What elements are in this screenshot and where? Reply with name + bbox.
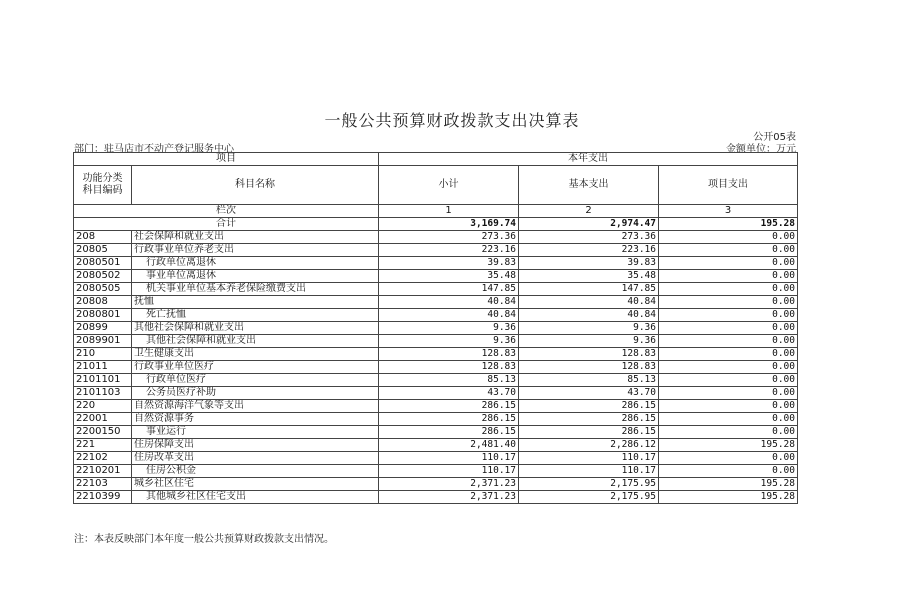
row-name: 机关事业单位基本养老保险缴费支出	[132, 283, 379, 296]
row-name: 事业运行	[132, 426, 379, 439]
row-project: 0.00	[659, 387, 798, 400]
row-subtotal: 9.36	[379, 322, 519, 335]
row-subtotal: 147.85	[379, 283, 519, 296]
row-subtotal: 286.15	[379, 413, 519, 426]
row-subtotal: 110.17	[379, 465, 519, 478]
row-basic: 147.85	[519, 283, 659, 296]
row-subtotal: 110.17	[379, 452, 519, 465]
header-row-top	[74, 153, 798, 166]
table-row	[74, 426, 798, 439]
total-row	[74, 218, 798, 231]
row-name: 行政单位离退休	[132, 257, 379, 270]
row-basic: 110.17	[519, 465, 659, 478]
row-subtotal: 2,481.40	[379, 439, 519, 452]
row-basic: 40.84	[519, 296, 659, 309]
row-code: 2101101	[74, 374, 132, 387]
row-project: 0.00	[659, 374, 798, 387]
row-basic: 40.84	[519, 309, 659, 322]
table-row	[74, 283, 798, 296]
row-code: 2101103	[74, 387, 132, 400]
table-row	[74, 491, 798, 504]
row-subtotal: 39.83	[379, 257, 519, 270]
row-name: 死亡抚恤	[132, 309, 379, 322]
row-project: 0.00	[659, 426, 798, 439]
row-project: 0.00	[659, 309, 798, 322]
row-name: 公务员医疗补助	[132, 387, 379, 400]
row-subtotal: 85.13	[379, 374, 519, 387]
row-subtotal: 40.84	[379, 296, 519, 309]
row-name: 其他城乡社区住宅支出	[132, 491, 379, 504]
row-basic: 110.17	[519, 452, 659, 465]
department-label: 部门：驻马店市不动产登记服务中心	[74, 144, 234, 155]
row-name: 行政单位医疗	[132, 374, 379, 387]
table-row	[74, 452, 798, 465]
row-name: 卫生健康支出	[132, 348, 379, 361]
column-number-row	[74, 205, 798, 218]
row-subtotal: 286.15	[379, 400, 519, 413]
table-row	[74, 439, 798, 452]
row-basic: 286.15	[519, 400, 659, 413]
row-basic: 9.36	[519, 322, 659, 335]
row-basic: 2,175.95	[519, 491, 659, 504]
table-row	[74, 465, 798, 478]
row-project: 0.00	[659, 231, 798, 244]
table-row	[74, 244, 798, 257]
row-code: 2210399	[74, 491, 132, 504]
row-code: 208	[74, 231, 132, 244]
row-project: 0.00	[659, 413, 798, 426]
header-current-year: 本年支出	[379, 153, 798, 166]
row-subtotal: 2,371.23	[379, 478, 519, 491]
table-row	[74, 231, 798, 244]
row-subtotal: 286.15	[379, 426, 519, 439]
table-row	[74, 270, 798, 283]
row-name: 事业单位离退休	[132, 270, 379, 283]
row-basic: 35.48	[519, 270, 659, 283]
row-code: 2210201	[74, 465, 132, 478]
row-name: 行政事业单位医疗	[132, 361, 379, 374]
row-project: 0.00	[659, 465, 798, 478]
table-row	[74, 322, 798, 335]
row-code: 2200150	[74, 426, 132, 439]
row-subtotal: 40.84	[379, 309, 519, 322]
table-row	[74, 413, 798, 426]
table-row	[74, 374, 798, 387]
column-label: 栏次	[74, 205, 379, 218]
column-number-3: 3	[659, 205, 798, 218]
row-basic: 85.13	[519, 374, 659, 387]
header-project-exp: 项目支出	[659, 166, 798, 205]
row-subtotal: 2,371.23	[379, 491, 519, 504]
row-project: 0.00	[659, 400, 798, 413]
row-code: 2080501	[74, 257, 132, 270]
row-subtotal: 35.48	[379, 270, 519, 283]
table-row	[74, 387, 798, 400]
row-code: 22001	[74, 413, 132, 426]
total-basic: 2,974.47	[519, 218, 659, 231]
header-func-code: 功能分类 科目编码	[74, 166, 132, 205]
row-code: 2089901	[74, 335, 132, 348]
row-project: 0.00	[659, 335, 798, 348]
row-basic: 273.36	[519, 231, 659, 244]
header-row-columns	[74, 166, 798, 205]
row-project: 195.28	[659, 491, 798, 504]
row-basic: 128.83	[519, 361, 659, 374]
table-row	[74, 296, 798, 309]
row-project: 0.00	[659, 361, 798, 374]
row-name: 自然资源事务	[132, 413, 379, 426]
row-code: 21011	[74, 361, 132, 374]
table-row	[74, 400, 798, 413]
header-project: 项目	[74, 153, 379, 166]
row-project: 0.00	[659, 283, 798, 296]
table-row	[74, 478, 798, 491]
row-project: 0.00	[659, 296, 798, 309]
row-subtotal: 128.83	[379, 361, 519, 374]
header-subtotal: 小计	[379, 166, 519, 205]
column-number-2: 2	[519, 205, 659, 218]
unit-label: 金额单位：万元	[726, 144, 796, 155]
page-title: 一般公共预算财政拨款支出决算表	[324, 111, 580, 130]
row-code: 210	[74, 348, 132, 361]
row-name: 住房改革支出	[132, 452, 379, 465]
row-project: 0.00	[659, 322, 798, 335]
row-code: 2080801	[74, 309, 132, 322]
row-basic: 223.16	[519, 244, 659, 257]
row-basic: 2,286.12	[519, 439, 659, 452]
row-basic: 9.36	[519, 335, 659, 348]
row-name: 其他社会保障和就业支出	[132, 322, 379, 335]
total-label: 合计	[74, 218, 379, 231]
row-name: 城乡社区住宅	[132, 478, 379, 491]
header-subject-name: 科目名称	[132, 166, 379, 205]
row-project: 195.28	[659, 439, 798, 452]
expenditure-table	[73, 152, 798, 504]
row-project: 0.00	[659, 348, 798, 361]
total-project: 195.28	[659, 218, 798, 231]
row-project: 195.28	[659, 478, 798, 491]
column-number-1: 1	[379, 205, 519, 218]
table-row	[74, 348, 798, 361]
row-subtotal: 128.83	[379, 348, 519, 361]
row-code: 2080502	[74, 270, 132, 283]
row-code: 22103	[74, 478, 132, 491]
row-basic: 286.15	[519, 413, 659, 426]
row-code: 22102	[74, 452, 132, 465]
table-row	[74, 309, 798, 322]
row-code: 221	[74, 439, 132, 452]
row-basic: 286.15	[519, 426, 659, 439]
row-subtotal: 223.16	[379, 244, 519, 257]
row-subtotal: 9.36	[379, 335, 519, 348]
row-code: 20805	[74, 244, 132, 257]
row-subtotal: 43.70	[379, 387, 519, 400]
row-subtotal: 273.36	[379, 231, 519, 244]
row-project: 0.00	[659, 244, 798, 257]
row-name: 抚恤	[132, 296, 379, 309]
table-row	[74, 361, 798, 374]
row-basic: 2,175.95	[519, 478, 659, 491]
footnote: 注：本表反映部门本年度一般公共预算财政拨款支出情况。	[74, 534, 334, 545]
row-project: 0.00	[659, 257, 798, 270]
table-row	[74, 335, 798, 348]
header-basic: 基本支出	[519, 166, 659, 205]
row-project: 0.00	[659, 270, 798, 283]
row-name: 住房公积金	[132, 465, 379, 478]
row-name: 住房保障支出	[132, 439, 379, 452]
row-name: 其他社会保障和就业支出	[132, 335, 379, 348]
row-code: 2080505	[74, 283, 132, 296]
row-name: 自然资源海洋气象等支出	[132, 400, 379, 413]
row-name: 社会保障和就业支出	[132, 231, 379, 244]
form-number: 公开05表	[753, 132, 796, 143]
row-basic: 43.70	[519, 387, 659, 400]
total-subtotal: 3,169.74	[379, 218, 519, 231]
row-project: 0.00	[659, 452, 798, 465]
row-basic: 39.83	[519, 257, 659, 270]
row-code: 20899	[74, 322, 132, 335]
table-row	[74, 257, 798, 270]
row-code: 220	[74, 400, 132, 413]
row-basic: 128.83	[519, 348, 659, 361]
row-code: 20808	[74, 296, 132, 309]
row-name: 行政事业单位养老支出	[132, 244, 379, 257]
